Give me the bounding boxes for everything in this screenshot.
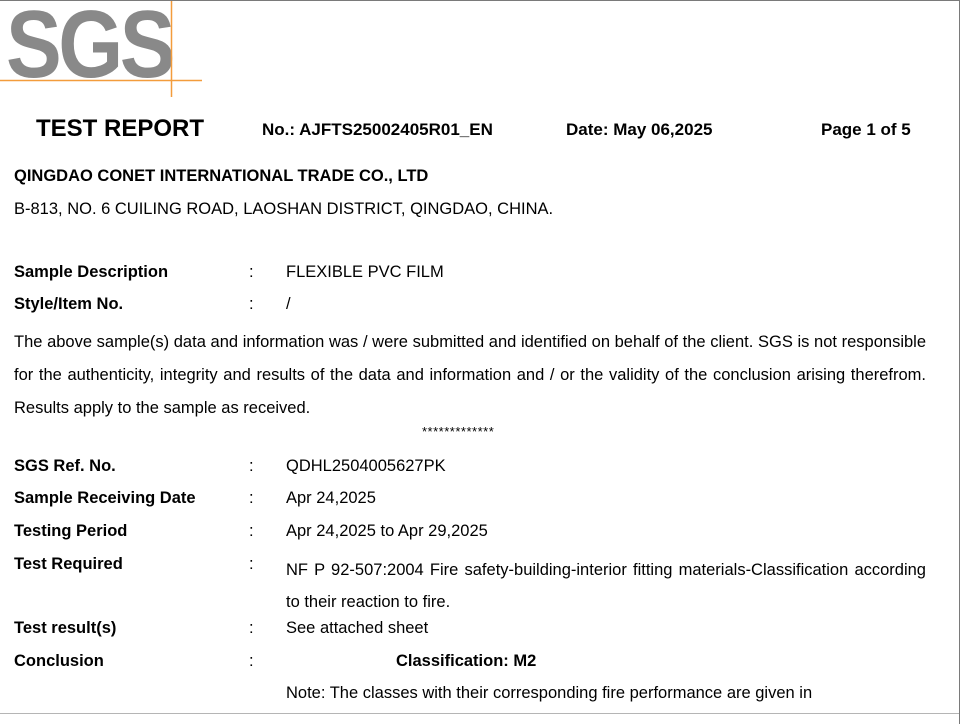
sgs-ref-row [14,457,934,481]
report-number: No.: AJFTS25002405R01_EN [262,120,493,139]
testing-period-row [14,522,934,546]
receiving-date-value: Apr 24,2025 [286,489,376,507]
classification-result: Classification: M2 [396,652,537,670]
test-results-label: Test result(s) [14,619,117,637]
colon: : [249,457,254,475]
sample-description-label: Sample Description [14,263,169,281]
colon: : [249,295,254,313]
colon: : [249,489,254,507]
bottom-divider [0,713,959,714]
separator-stars: ************* [422,424,495,439]
client-company: QINGDAO CONET INTERNATIONAL TRADE CO., LTD [14,167,429,185]
testing-period-label: Testing Period [14,522,128,540]
style-item-row [14,295,934,319]
colon: : [249,652,254,670]
colon: : [249,522,254,540]
sgs-ref-label: SGS Ref. No. [14,457,116,475]
sgs-logo-text: SGS [6,1,173,98]
page-indicator: Page 1 of 5 [821,120,911,139]
testing-period-value: Apr 24,2025 to Apr 29,2025 [286,522,488,540]
colon: : [249,263,254,281]
test-required-value: NF P 92-507:2004 Fire safety-building-interior fitting materials-Classification according to their reaction to fire. [286,561,926,611]
style-item-label: Style/Item No. [14,295,124,313]
conclusion-label: Conclusion [14,652,104,670]
test-required-label: Test Required [14,555,123,573]
sample-description-value: FLEXIBLE PVC FILM [286,263,444,281]
sgs-logo [0,1,210,101]
sample-description-row [14,263,934,287]
sgs-ref-value: QDHL2504005627PK [286,457,446,475]
receiving-date-row [14,489,934,513]
style-item-value: / [286,295,291,313]
report-title: TEST REPORT [36,115,205,142]
classification-note: Note: The classes with their corresponding fire performance are given in [286,684,813,702]
test-results-row [14,619,934,643]
disclaimer-text: The above sample(s) data and information was / were submitted and identified on behalf of the client. SGS is not responsible for the authenticity, integrity and results of the data and information and / or the validity of the conclusion arising therefrom. Results apply to the sample as received. [14,333,926,417]
test-results-value: See attached sheet [286,619,429,637]
colon: : [249,619,254,637]
client-address: B-813, NO. 6 CUILING ROAD, LAOSHAN DISTRICT, QINGDAO, CHINA. [14,200,554,218]
receiving-date-label: Sample Receiving Date [14,489,196,507]
colon: : [249,555,254,573]
report-date: Date: May 06,2025 [566,120,713,139]
